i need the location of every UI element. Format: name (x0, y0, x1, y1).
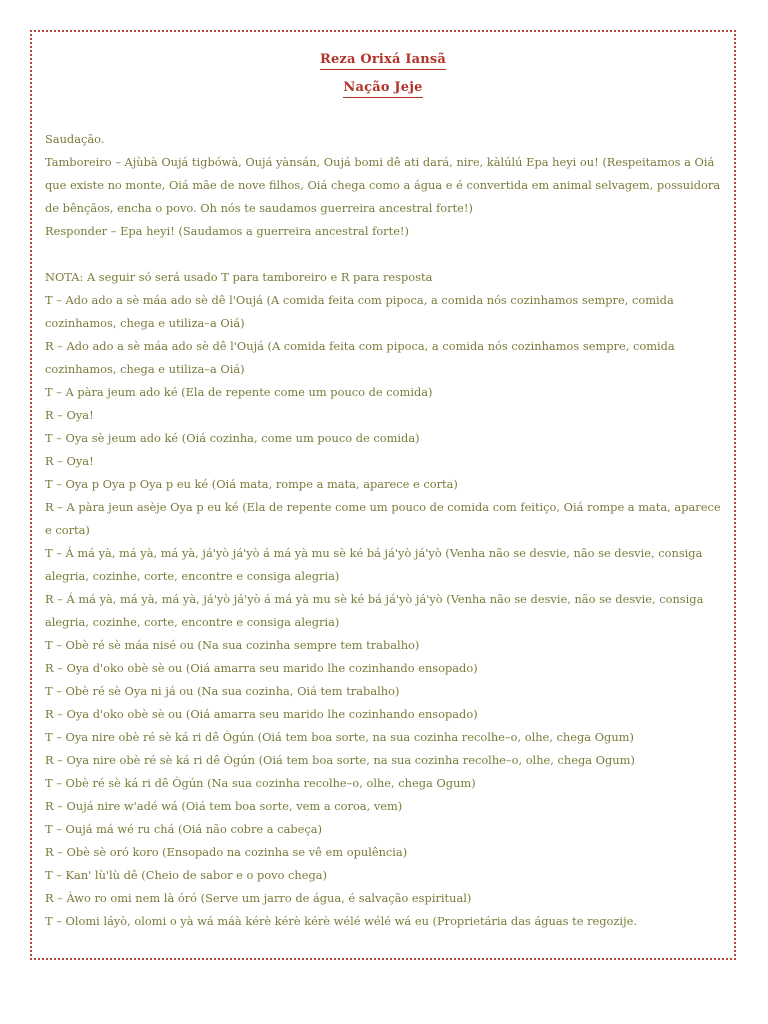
verse-line: T – Ado ado a sè máa ado sè dê l'Oujá (A comida feita com pipoca, a comida nós cozinhamos sempre, comida cozinhamos, chega e utiliza–a Oiá) (45, 293, 674, 330)
verse-line: T – A pàra jeum ado ké (Ela de repente come um pouco de comida) (45, 385, 433, 399)
paragraph-gap (45, 243, 725, 266)
verse-line: R – Ado ado a sè máa ado sè dê l'Oujá (A comida feita com pipoca, a comida nós cozinhamos sempre, comida cozinhamos, chega e utiliza–a Oiá) (45, 339, 675, 376)
verse-line: T – Olomi láyò, olomi o yà wá máà kérè kérè kérè wélé wélé wá eu (Proprietária das águas te regozije. (45, 914, 637, 928)
subtitle-wrap (32, 78, 734, 98)
verse-line: T – Obè ré sè ká ri dê Ògún (Na sua cozinha recolhe–o, olhe, chega Ogum) (45, 776, 476, 790)
verse-line: T – Kan' lù'lù dê (Cheio de sabor e o povo chega) (45, 868, 328, 882)
verse-line: R – Oya! (45, 408, 94, 422)
verse-line: T – Oya nire obè ré sè ká ri dê Ògún (Oiá tem boa sorte, na sua cozinha recolhe–o, olhe, chega Ogum) (45, 730, 634, 744)
prayer-line: Tamboreiro – Ajùbà Oujá tigbówà, Oujá yànsán, Oujá bomi dê ati dará, nire, kàlúlú Epa heyi ou! (Respeitamos a Oiá que existe no monte, Oiá mãe de nove filhos, Oiá chega como a água e é convertida em animal selvagem, possuidora de bênçãos, encha o povo. Oh nós te saudamos guerreira ancestral forte!) (45, 155, 721, 215)
salutation-heading: Saudação. (45, 132, 105, 146)
verse-line: R – Oujá nire w'adé wá (Oiá tem boa sorte, vem a coroa, vem) (45, 799, 403, 813)
title-wrap (32, 50, 734, 70)
verse-line: T – Oya p Oya p Oya p eu ké (Oiá mata, rompe a mata, aparece e corta) (45, 477, 458, 491)
verse-line: R – Obè sè oró koro (Ensopado na cozinha se vê em opulência) (45, 845, 408, 859)
verse-line: R – Á má yà, má yà, má yà, já'yò já'yò á má yà mu sè ké bá já'yò já'yò (Venha não se desvie, não se desvie, consiga alegria, cozinhe, corte, encontre e consiga alegria) (45, 592, 704, 629)
verse-line: T – Á má yà, má yà, má yà, já'yò já'yò á má yà mu sè ké bá já'yò já'yò (Venha não se desvie, não se desvie, consiga alegria, cozinhe, corte, encontre e consiga alegria) (45, 546, 703, 583)
verse-line: T – Oya sè jeum ado ké (Oiá cozinha, come um pouco de comida) (45, 431, 420, 445)
verse-line: R – Oya nire obè ré sè ká ri dê Ògún (Oiá tem boa sorte, na sua cozinha recolhe–o, olhe, chega Ogum) (45, 753, 635, 767)
page-frame (30, 30, 736, 960)
verse-line: R – Oya d'oko obè sè ou (Oiá amarra seu marido lhe cozinhando ensopado) (45, 661, 478, 675)
verse-list (45, 266, 725, 933)
verse-line: T – Obè ré sè máa nisé ou (Na sua cozinha sempre tem trabalho) (45, 638, 420, 652)
verse-line: R – A pàra jeun asèje Oya p eu ké (Ela de repente come um pouco de comida com feitiço, Oiá rompe a mata, aparece e corta) (45, 500, 721, 537)
verse-line: T – Oujá má wé ru chá (Oiá não cobre a cabeça) (45, 822, 323, 836)
page-title: Reza Orixá Iansã (320, 52, 446, 70)
verse-line: R – Oya! (45, 454, 94, 468)
page-subtitle: Nação Jeje (343, 80, 422, 98)
prayer-line: Responder – Epa heyi! (Saudamos a guerreira ancestral forte!) (45, 224, 409, 238)
verse-line: R – Oya d'oko obè sè ou (Oiá amarra seu marido lhe cozinhando ensopado) (45, 707, 478, 721)
prayer-body (45, 128, 725, 933)
verse-line: T – Obè ré sè Oya ni já ou (Na sua cozinha, Oiá tem trabalho) (45, 684, 400, 698)
verse-line: R – Àwo ro omi nem là óró (Serve um jarro de água, é salvação espiritual) (45, 891, 472, 905)
note-line: NOTA: A seguir só será usado T para tamboreiro e R para resposta (45, 270, 433, 284)
